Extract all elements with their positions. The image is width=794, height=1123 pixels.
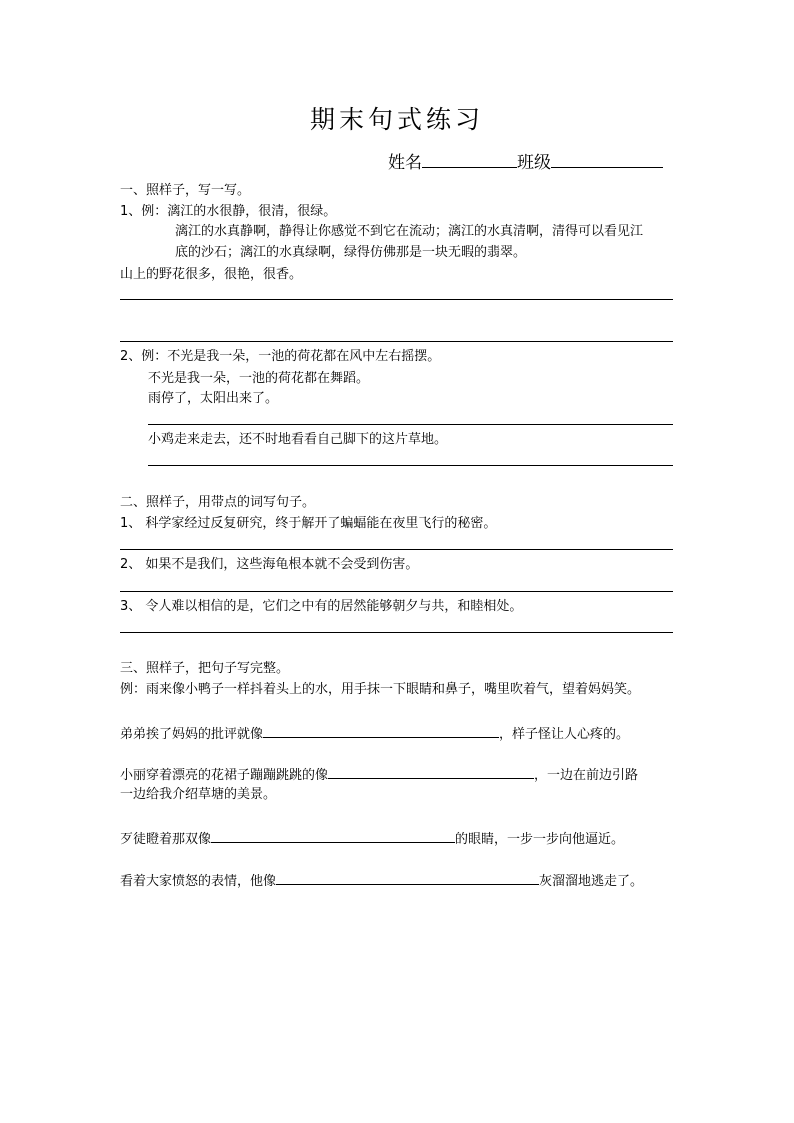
s3-sentence-2 bbox=[120, 764, 638, 785]
s3-sentence-4-after: 灰溜溜地逃走了。 bbox=[539, 874, 644, 889]
answer-line[interactable] bbox=[120, 549, 673, 550]
fill-blank[interactable] bbox=[276, 870, 539, 885]
s3-sentence-2-after: ，一边在前边引路 bbox=[534, 768, 639, 783]
answer-line[interactable] bbox=[148, 424, 673, 425]
fill-blank[interactable] bbox=[211, 828, 455, 843]
class-blank[interactable] bbox=[551, 153, 663, 168]
q2-example: 2、例：不光是我一朵，一池的荷花都在风中左右摇摆。 bbox=[120, 349, 441, 364]
name-blank[interactable] bbox=[422, 153, 517, 168]
s3-sentence-1-after: ，样子怪让人心疼的。 bbox=[499, 727, 630, 742]
student-info bbox=[388, 148, 663, 173]
answer-line[interactable] bbox=[120, 341, 673, 342]
q2-task-1: 雨停了，太阳出来了。 bbox=[148, 391, 279, 406]
s3-example: 例：雨来像小鸭子一样抖着头上的水，用手抹一下眼睛和鼻子，嘴里吹着气，望着妈妈笑。 bbox=[120, 682, 641, 697]
q2-task-2: 小鸡走来走去，还不时地看看自己脚下的这片草地。 bbox=[148, 432, 448, 447]
page-title: 期末句式练习 bbox=[309, 105, 484, 134]
s2-item-3: 3、 令人难以相信的是，它们之中有的居然能够朝夕与共，和睦相处。 bbox=[120, 599, 523, 614]
name-label: 姓名 bbox=[388, 153, 422, 173]
q2-model: 不光是我一朵，一池的荷花都在舞蹈。 bbox=[148, 371, 370, 386]
s3-sentence-3-before: 歹徒瞪着那双像 bbox=[120, 832, 212, 847]
class-label: 班级 bbox=[517, 153, 551, 173]
answer-line[interactable] bbox=[148, 465, 673, 466]
section-3-heading: 三、照样子，把句子写完整。 bbox=[120, 661, 290, 676]
s2-item-2: 2、 如果不是我们，这些海龟根本就不会受到伤害。 bbox=[120, 557, 419, 572]
answer-line[interactable] bbox=[120, 632, 673, 633]
s3-sentence-4-before: 看着大家愤怒的表情，他像 bbox=[120, 874, 277, 889]
section-2-heading: 二、照样子，用带点的词写句子。 bbox=[120, 495, 316, 510]
s2-item-1: 1、 科学家经过反复研究，终于解开了蝙蝠能在夜里飞行的秘密。 bbox=[120, 516, 497, 531]
fill-blank[interactable] bbox=[328, 764, 534, 779]
s3-sentence-2-before: 小丽穿着漂亮的花裙子蹦蹦跳跳的像 bbox=[120, 768, 329, 783]
q1-example: 1、例：漓江的水很静，很清，很绿。 bbox=[120, 204, 337, 219]
s3-sentence-2-line2: 一边给我介绍草塘的美景。 bbox=[120, 787, 277, 802]
answer-line[interactable] bbox=[120, 591, 673, 592]
s3-sentence-3-after: 的眼睛，一步一步向他逼近。 bbox=[455, 832, 625, 847]
s3-sentence-4 bbox=[120, 870, 643, 891]
s3-sentence-1 bbox=[120, 723, 629, 744]
s3-sentence-3 bbox=[120, 828, 624, 849]
answer-line[interactable] bbox=[120, 299, 673, 300]
q1-task: 山上的野花很多，很艳，很香。 bbox=[120, 267, 303, 282]
fill-blank[interactable] bbox=[263, 723, 499, 738]
s3-sentence-1-before: 弟弟挨了妈妈的批评就像 bbox=[120, 727, 264, 742]
q1-model-line1: 漓江的水真静啊，静得让你感觉不到它在流动；漓江的水真清啊，清得可以看见江 bbox=[175, 224, 644, 239]
section-1-heading: 一、照样子，写一写。 bbox=[120, 183, 251, 198]
q1-model-line2: 底的沙石；漓江的水真绿啊，绿得仿佛那是一块无暇的翡翠。 bbox=[175, 245, 527, 260]
